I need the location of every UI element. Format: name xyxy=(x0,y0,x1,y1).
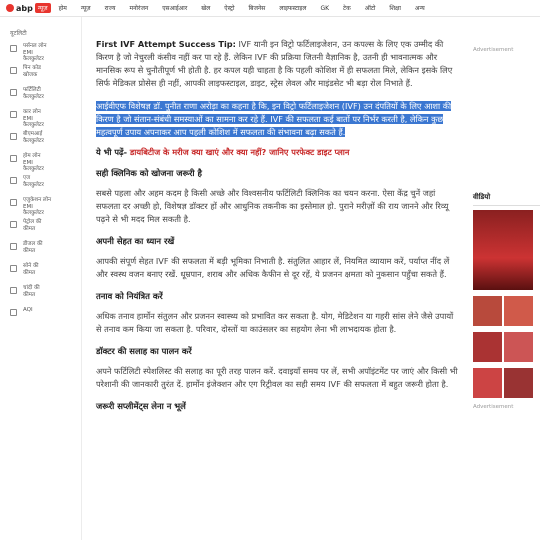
sidebar-item-label: एजुकेशन लोन EMI कैलकुलेटर xyxy=(23,197,52,216)
nav-item[interactable]: खेल xyxy=(201,5,211,12)
nav-item[interactable]: होम xyxy=(58,5,67,12)
bmi-icon xyxy=(10,133,17,140)
silver-icon xyxy=(10,287,17,294)
sidebar-item[interactable] xyxy=(10,43,81,62)
sidebar-item[interactable] xyxy=(10,219,81,238)
logo-badge: न्यूज़ xyxy=(35,3,51,13)
nav-item[interactable]: ऑटो xyxy=(364,5,376,12)
intro-text: IVF यानी इन विट्रो फर्टिलाइजेशन, उन कपल्स के लिए एक उम्मीद की किरण है जो नेचुरली कंसीव नहीं कर पा रहे हैं. लेकिन IVF की प्रक्रिया जितनी वैज्ञानिक है, उतनी ही भावनात्मक और मानसिक रूप से चुनौतीपूर्ण भी होती है. हर कपल यही चाहता है कि पहली कोशिश में ही सफलता मिले, लेकिन इसके लिए सिर्फ मेडिकल प्रोसेस ही नहीं, आपकी लाइफस्टाइल, डाइट, स्ट्रेस लेवल और माइंडसेट भी बड़ा रोल निभाते हैं. xyxy=(96,39,453,88)
top-navigation xyxy=(0,0,540,17)
utility-sidebar xyxy=(0,17,82,540)
sidebar-item[interactable] xyxy=(10,307,81,326)
intro-tip-label: First IVF Attempt Success Tip: xyxy=(96,39,236,49)
home-icon xyxy=(10,155,17,162)
abp-logo[interactable] xyxy=(6,3,51,13)
calculator-icon xyxy=(10,45,17,52)
fuel-icon xyxy=(10,243,17,250)
fertility-icon xyxy=(10,89,17,96)
gold-icon xyxy=(10,265,17,272)
sidebar-item-label: पिन कोड खोजक xyxy=(23,65,41,78)
video-section-title: वीडियो xyxy=(473,193,540,206)
also-read xyxy=(96,147,458,158)
sidebar-item-label: डीजल की कीमत xyxy=(23,241,43,254)
section-paragraph: अपने फर्टिलिटी स्पेशलिस्ट की सलाह का पूरी तरह पालन करें. दवाइयाँ समय पर लें, सभी अपॉइंटमेंट पर जाएं और किसी भी परेशानी की जानकारी तुरंत दें. हार्मोन इंजेक्शन और एग रिट्रीवल का सही समय IVF की सफलता में बहुत जरूरी होता है. xyxy=(96,366,458,389)
section-heading: सही क्लिनिक को खोजना जरूरी है xyxy=(96,168,202,178)
sidebar-item-label: सोने की कीमत xyxy=(23,263,39,276)
nav-item[interactable]: न्यूज़ xyxy=(80,5,91,12)
nav-item[interactable]: एसआईआर xyxy=(162,5,188,12)
aqi-icon xyxy=(10,309,17,316)
video-thumbnail[interactable] xyxy=(473,368,533,398)
video-thumbnail[interactable] xyxy=(473,332,533,362)
also-read-prefix: ये भी पढ़ें- xyxy=(96,147,130,157)
section-heading: तनाव को नियंत्रित करें xyxy=(96,291,163,301)
sidebar-item[interactable] xyxy=(10,131,81,150)
highlighted-paragraph xyxy=(96,100,458,139)
section-paragraph: सबसे पहला और अहम कदम है किसी अच्छे और विश्वसनीय फर्टिलिटी क्लिनिक का चयन करना. ऐसा केंद्र चुनें जहां सफलता दर अच्छी हो, विशेषज्ञ डॉक्टर हों और आधुनिक तकनीक का इस्तेमाल हो. पुराने मरीज़ों की राय जानने और रिव्यू पढ़ने से भी मदद मिल सकती है. xyxy=(96,188,449,224)
article-body xyxy=(96,38,458,420)
age-icon xyxy=(10,177,17,184)
sidebar-item[interactable] xyxy=(10,197,81,216)
nav-item[interactable]: लाइफस्टाइल xyxy=(279,5,307,12)
sidebar-item[interactable] xyxy=(10,65,81,84)
nav-item[interactable]: GK xyxy=(320,4,330,12)
sidebar-item[interactable] xyxy=(10,153,81,172)
sidebar-item-label: पेट्रोल की कीमत xyxy=(23,219,42,232)
sidebar-item-label: AQI xyxy=(23,307,33,313)
car-icon xyxy=(10,111,17,118)
section-paragraph: आपकी संपूर्ण सेहत IVF की सफलता में बड़ी भूमिका निभाती है. संतुलित आहार लें, नियमित व्यायाम करें, पर्याप्त नींद लें और स्वस्थ वजन बनाए रखें. धूम्रपान, शराब और अधिक कैफीन से दूर रहें, ये प्रजनन क्षमता को नुकसान पहुँचा सकते हैं. xyxy=(96,256,450,279)
sidebar-item[interactable] xyxy=(10,285,81,304)
sidebar-item[interactable] xyxy=(10,109,81,128)
sidebar-item-label: होम लोन EMI कैलकुलेटर xyxy=(23,153,44,172)
sidebar-item[interactable] xyxy=(10,263,81,282)
section-heading: अपनी सेहत का ध्यान रखें xyxy=(96,236,175,246)
nav-item-more[interactable]: अन्य xyxy=(414,5,425,12)
nav-item[interactable]: राज्य xyxy=(104,5,116,12)
sidebar-item-label: फर्टिलिटी कैलकुलेटर xyxy=(23,87,44,100)
sidebar-item[interactable] xyxy=(10,241,81,260)
sidebar-item[interactable] xyxy=(10,87,81,106)
right-rail xyxy=(473,17,540,540)
sidebar-item-label: चांदी की कीमत xyxy=(23,285,40,298)
section-heading: डॉक्टर की सलाह का पालन करें xyxy=(96,346,192,356)
sidebar-item-label: कार लोन EMI कैलकुलेटर xyxy=(23,109,44,128)
nav-item[interactable]: बिजनेस xyxy=(248,5,266,12)
sidebar-item-label: बीएमआई कैलकुलेटर xyxy=(23,131,44,144)
sidebar-item-label: पर्सनल लोन EMI कैलकुलेटर xyxy=(23,43,47,62)
nav-item[interactable]: टेक xyxy=(343,5,351,12)
section-heading: जरूरी सप्लीमेंट्स लेना न भूलें xyxy=(96,401,186,411)
video-thumbnail[interactable] xyxy=(473,296,533,326)
sidebar-heading: यूटलिटी xyxy=(10,30,27,37)
fuel-icon xyxy=(10,221,17,228)
nav-item[interactable]: ऐस्ट्रो xyxy=(224,5,235,12)
logo-mark-icon xyxy=(6,4,14,12)
education-icon xyxy=(10,199,17,206)
ad-label: Advertisement xyxy=(473,47,514,53)
also-read-link[interactable]: डायबिटीज के मरीज क्या खाएं और क्या नहीं? जानिए परफेक्ट डाइट प्लान xyxy=(129,147,350,157)
map-pin-icon xyxy=(10,67,17,74)
logo-text: abp xyxy=(16,3,33,13)
intro-paragraph xyxy=(96,38,458,90)
section-paragraph: अधिक तनाव हार्मोन संतुलन और प्रजनन स्वास्थ्य को प्रभावित कर सकता है. योग, मेडिटेशन या गहरी सांस लेने जैसे उपायों से तनाव कम किया जा सकता है. परिवार, दोस्तों या काउंसलर का सहयोग लेना भी लाभदायक होता है. xyxy=(96,311,454,334)
ad-label: Advertisement xyxy=(473,404,514,410)
nav-item[interactable]: शिक्षा xyxy=(389,5,401,12)
nav-item[interactable]: मनोरंजन xyxy=(129,5,149,12)
video-thumbnail-main[interactable] xyxy=(473,210,533,290)
selected-text[interactable]: आईवीएफ विशेषज्ञ डॉ. पुनीत राणा अरोड़ा का कहना है कि, इन विट्रो फर्टिलाइजेशन (IVF) उन दंपतियों के लिए आशा की किरण है जो संतान-संबंधी समस्याओं का सामना कर रहे हैं. IVF की सफलता कई बातों पर निर्भर करती है, लेकिन कुछ महत्वपूर्ण उपाय अपनाकर आप पहली कोशिश में सफलता की संभावना बढ़ा सकते हैं. xyxy=(96,101,452,137)
sidebar-item[interactable] xyxy=(10,175,81,194)
sidebar-item-label: एज कैलकुलेटर xyxy=(23,175,44,188)
